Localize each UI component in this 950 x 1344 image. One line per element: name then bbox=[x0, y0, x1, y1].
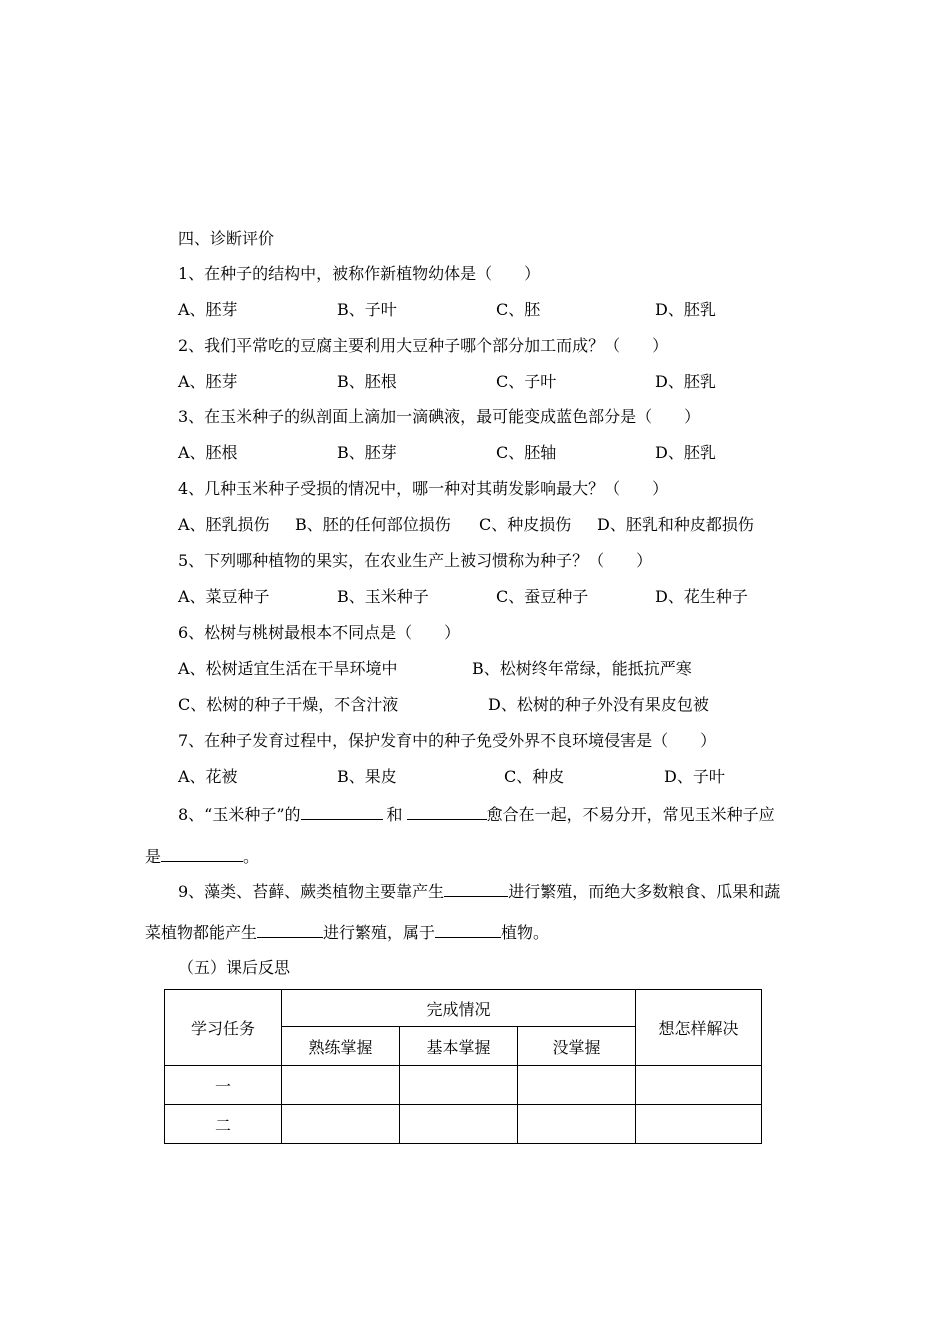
header-solve: 想怎样解决 bbox=[636, 990, 762, 1066]
q8-text-4: 是 bbox=[145, 847, 162, 866]
question-3-stem: 3、在玉米种子的纵剖面上滴加一滴碘液，最可能变成蓝色部分是（ ） bbox=[178, 407, 701, 426]
q4-option-d: D、胚乳和种皮都损伤 bbox=[597, 515, 754, 534]
question-7-stem: 7、在种子发育过程中，保护发育中的种子免受外界不良环境侵害是（ ） bbox=[178, 731, 717, 750]
q7-option-a: A、花被 bbox=[178, 767, 238, 786]
table-row bbox=[165, 1066, 762, 1105]
table-cell[interactable] bbox=[518, 1105, 636, 1144]
q3-option-a: A、胚根 bbox=[178, 443, 238, 462]
table-cell[interactable] bbox=[636, 1105, 762, 1144]
row-label: 一 bbox=[165, 1066, 282, 1105]
table-cell[interactable] bbox=[518, 1066, 636, 1105]
q8-text-2: 和 bbox=[386, 805, 403, 824]
q7-option-c: C、种皮 bbox=[504, 767, 565, 786]
q4-option-a: A、胚乳损伤 bbox=[178, 515, 270, 534]
q1-option-d: D、胚乳 bbox=[655, 300, 716, 319]
q8-blank-3[interactable] bbox=[161, 845, 243, 862]
header-task: 学习任务 bbox=[165, 990, 282, 1066]
table-cell[interactable] bbox=[400, 1105, 518, 1144]
question-6-stem: 6、松树与桃树最根本不同点是（ ） bbox=[178, 623, 461, 642]
q6-option-a: A、松树适宜生活在干旱环境中 bbox=[178, 659, 398, 678]
question-9-line-1 bbox=[178, 880, 780, 902]
q3-option-b: B、胚芽 bbox=[337, 443, 397, 462]
q4-option-c: C、种皮损伤 bbox=[479, 515, 572, 534]
question-8-line-2 bbox=[145, 845, 259, 867]
q4-option-b: B、胚的任何部位损伤 bbox=[295, 515, 451, 534]
header-mastered: 熟练掌握 bbox=[282, 1027, 400, 1066]
q6-option-c: C、松树的种子干燥，不含汁液 bbox=[178, 695, 399, 714]
q5-option-b: B、玉米种子 bbox=[337, 587, 429, 606]
q5-option-c: C、蚕豆种子 bbox=[496, 587, 589, 606]
q2-option-c: C、子叶 bbox=[496, 372, 557, 391]
question-9-line-2 bbox=[145, 921, 549, 943]
q5-option-a: A、菜豆种子 bbox=[178, 587, 270, 606]
question-4-stem: 4、几种玉米种子受损的情况中，哪一种对其萌发影响最大？（ ） bbox=[178, 479, 669, 498]
table-cell[interactable] bbox=[636, 1066, 762, 1105]
q2-option-b: B、胚根 bbox=[337, 372, 397, 391]
header-status: 完成情况 bbox=[282, 990, 636, 1027]
q9-text-2: 进行繁殖，而绝大多数粮食、瓜果和蔬 bbox=[508, 882, 781, 901]
header-basic: 基本掌握 bbox=[400, 1027, 518, 1066]
q9-blank-1[interactable] bbox=[444, 880, 508, 897]
table-cell[interactable] bbox=[282, 1066, 400, 1105]
section-title: 四、诊断评价 bbox=[178, 229, 275, 248]
header-not-mastered: 没掌握 bbox=[518, 1027, 636, 1066]
q8-blank-1[interactable] bbox=[301, 803, 383, 820]
q9-text-4: 进行繁殖，属于 bbox=[323, 923, 436, 942]
q8-text-1: 8、“玉米种子”的 bbox=[178, 805, 301, 824]
q1-option-b: B、子叶 bbox=[337, 300, 397, 319]
q6-option-d: D、松树的种子外没有果皮包被 bbox=[488, 695, 709, 714]
question-1-stem: 1、在种子的结构中，被称作新植物幼体是（ ） bbox=[178, 264, 541, 283]
question-8-line-1 bbox=[178, 803, 775, 825]
question-5-stem: 5、下列哪种植物的果实，在农业生产上被习惯称为种子？（ ） bbox=[178, 551, 653, 570]
q9-blank-2[interactable] bbox=[257, 921, 323, 938]
table-cell[interactable] bbox=[282, 1105, 400, 1144]
q8-blank-2[interactable] bbox=[407, 803, 487, 820]
q9-text-5: 植物。 bbox=[501, 923, 550, 942]
question-2-stem: 2、我们平常吃的豆腐主要利用大豆种子哪个部分加工而成？（ ） bbox=[178, 336, 669, 355]
q8-text-5: 。 bbox=[243, 847, 260, 866]
table-cell[interactable] bbox=[400, 1066, 518, 1105]
table-row bbox=[165, 1105, 762, 1144]
q9-text-1: 9、藻类、苔藓、蕨类植物主要靠产生 bbox=[178, 882, 445, 901]
q2-option-a: A、胚芽 bbox=[178, 372, 238, 391]
q7-option-d: D、子叶 bbox=[664, 767, 725, 786]
q9-blank-3[interactable] bbox=[435, 921, 501, 938]
q1-option-a: A、胚芽 bbox=[178, 300, 238, 319]
reflection-title: （五）课后反思 bbox=[178, 958, 291, 977]
q5-option-d: D、花生种子 bbox=[655, 587, 748, 606]
q9-text-3: 菜植物都能产生 bbox=[145, 923, 258, 942]
reflection-table bbox=[164, 989, 762, 1144]
row-label: 二 bbox=[165, 1105, 282, 1144]
q7-option-b: B、果皮 bbox=[337, 767, 397, 786]
q3-option-d: D、胚乳 bbox=[655, 443, 716, 462]
q3-option-c: C、胚轴 bbox=[496, 443, 557, 462]
q1-option-c: C、胚 bbox=[496, 300, 541, 319]
q8-text-3: 愈合在一起，不易分开，常见玉米种子应 bbox=[486, 805, 775, 824]
q6-option-b: B、松树终年常绿，能抵抗严寒 bbox=[472, 659, 692, 678]
q2-option-d: D、胚乳 bbox=[655, 372, 716, 391]
